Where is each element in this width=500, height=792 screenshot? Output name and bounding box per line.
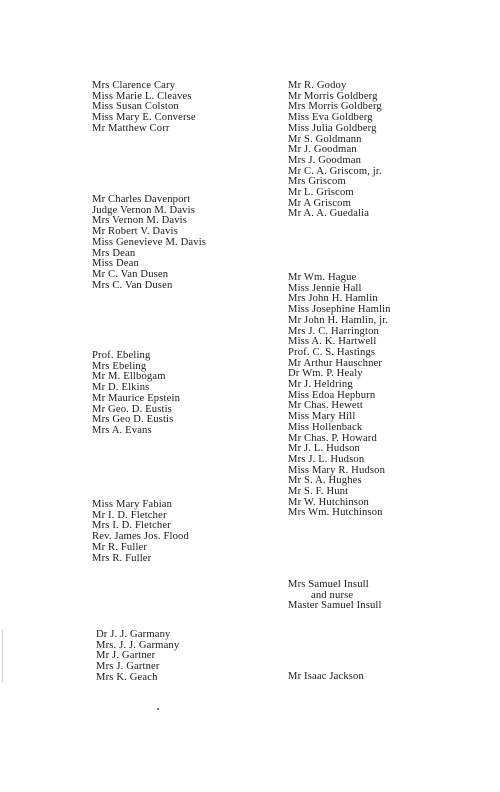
passenger-name: Miss Josephine Hamlin <box>288 304 391 316</box>
passenger-name: Miss Genevieve M. Davis <box>92 236 207 248</box>
scan-edge-mark <box>2 630 3 682</box>
passenger-name: Mr M. Ellbogam <box>92 371 166 383</box>
passenger-name: Mrs Griscom <box>288 176 346 188</box>
passenger-group-h <box>288 273 391 519</box>
passenger-name: Miss Edoa Hepburn <box>288 389 376 401</box>
passenger-group-i <box>288 580 382 612</box>
passenger-name: Miss Eva Goldberg <box>288 112 373 124</box>
passenger-name: Miss A. K. Hartwell <box>288 336 377 348</box>
passenger-name: Miss Jennie Hall <box>288 282 362 294</box>
passenger-name: Mr A Griscom <box>288 197 352 209</box>
passenger-group-c <box>92 81 196 135</box>
passenger-name: Rev. James Jos. Flood <box>92 531 189 543</box>
passenger-name: Mr John H. Hamlin, jr. <box>288 314 389 326</box>
passenger-name: Mr Morris Goldberg <box>288 90 378 102</box>
passenger-name: Mrs Samuel Insull <box>288 579 369 590</box>
passenger-name: Mr I. D. Fletcher <box>92 509 167 521</box>
passenger-name: Mr Geo. D. Eustis <box>92 403 172 415</box>
passenger-name: Mrs Clarence Cary <box>92 80 176 91</box>
passenger-name: Mrs A. Evans <box>92 424 152 436</box>
passenger-name: Miss Hollenback <box>288 421 363 433</box>
passenger-group-e <box>92 351 180 437</box>
passenger-name: Miss Marie L. Cleaves <box>92 90 192 102</box>
passenger-name: Mrs Geo D. Eustis <box>92 414 174 426</box>
passenger-name: Mr C. A. Griscom, jr. <box>288 165 382 177</box>
passenger-name: Mrs I. D. Fletcher <box>92 520 171 532</box>
passenger-group-g-left <box>96 630 179 684</box>
passenger-name: Mrs J. Gartner <box>96 661 160 673</box>
passenger-name: Master Samuel Insull <box>288 600 382 612</box>
passenger-name: Mrs Vernon M. Davis <box>92 215 188 227</box>
passenger-name: Mr C. Van Dusen <box>92 268 169 280</box>
passenger-name: Mrs Ebeling <box>92 360 147 372</box>
print-speck <box>157 708 159 710</box>
passenger-name: Miss Mary E. Converse <box>92 112 196 124</box>
passenger-name: Mr A. A. Guedalia <box>288 208 370 220</box>
passenger-name: Mrs C. Van Dusen <box>92 279 173 291</box>
passenger-name: Miss Mary Fabian <box>92 499 173 510</box>
passenger-name: Mr L. Griscom <box>288 187 354 199</box>
passenger-name: Mr Chas. Hewett <box>288 400 363 412</box>
passenger-name: Miss Mary R. Hudson <box>288 464 386 476</box>
passenger-name: Mr J. Gartner <box>96 650 156 662</box>
passenger-name: Mr R. Fuller <box>92 541 148 553</box>
passenger-name: Mr S. A. Hughes <box>288 475 362 487</box>
passenger-name: Mr Charles Davenport <box>92 194 191 205</box>
passenger-name: Mr Chas. P. Howard <box>288 432 377 444</box>
passenger-name: Miss Susan Colston <box>92 101 179 113</box>
passenger-name: Mr W. Hutchinson <box>288 496 369 508</box>
passenger-name: Mrs Dean <box>92 247 136 259</box>
passenger-name: Mr J. L. Hudson <box>288 443 360 455</box>
passenger-name: Judge Vernon M. Davis <box>92 204 195 216</box>
passenger-name: Mr Isaac Jackson <box>288 671 364 682</box>
passenger-group-f <box>92 500 189 564</box>
passenger-name: Prof. C. S. Hastings <box>288 346 376 358</box>
passenger-group-j <box>288 672 364 683</box>
passenger-name: Dr Wm. P. Healy <box>288 368 363 380</box>
passenger-name: Mr S. F. Hunt <box>288 486 349 498</box>
passenger-name: Mrs John H. Hamlin <box>288 293 378 305</box>
passenger-group-g-right <box>288 81 382 220</box>
passenger-name: Mrs K. Geach <box>96 671 158 683</box>
passenger-name: Prof. Ebeling <box>92 350 151 361</box>
passenger-name: Mrs R. Fuller <box>92 552 152 564</box>
passenger-name: Mr S. Goldmann <box>288 133 362 145</box>
passenger-name: Mr D. Elkins <box>92 382 150 394</box>
passenger-name: Mrs J. C. Harrington <box>288 325 379 337</box>
passenger-name: Miss Julia Goldberg <box>288 122 377 134</box>
passenger-name: Mr Maurice Epstein <box>92 392 181 404</box>
passenger-group-d <box>92 195 206 291</box>
passenger-name: Mrs Morris Goldberg <box>288 101 382 113</box>
passenger-name: Mr Robert V. Davis <box>92 226 178 238</box>
passenger-name: Mr Matthew Corr <box>92 122 170 134</box>
passenger-name: Miss Mary Hill <box>288 411 356 423</box>
passenger-name: Mr Wm. Hague <box>288 272 357 283</box>
passenger-name: Mr Arthur Hauschner <box>288 357 383 369</box>
passenger-note: and nurse <box>311 589 354 601</box>
passenger-name: Mrs J. L. Hudson <box>288 453 365 465</box>
passenger-name: Mr J. Goodman <box>288 144 357 156</box>
passenger-name: Miss Dean <box>92 258 139 270</box>
passenger-name: Mr R. Godoy <box>288 80 347 91</box>
passenger-name: Mrs. J. J. Garmany <box>96 639 180 651</box>
passenger-name: Mrs Wm. Hutchinson <box>288 507 383 519</box>
passenger-name: Mrs J. Goodman <box>288 154 362 166</box>
passenger-name: Mr J. Heldring <box>288 379 353 391</box>
passenger-name: Dr J. J. Garmany <box>96 629 171 640</box>
